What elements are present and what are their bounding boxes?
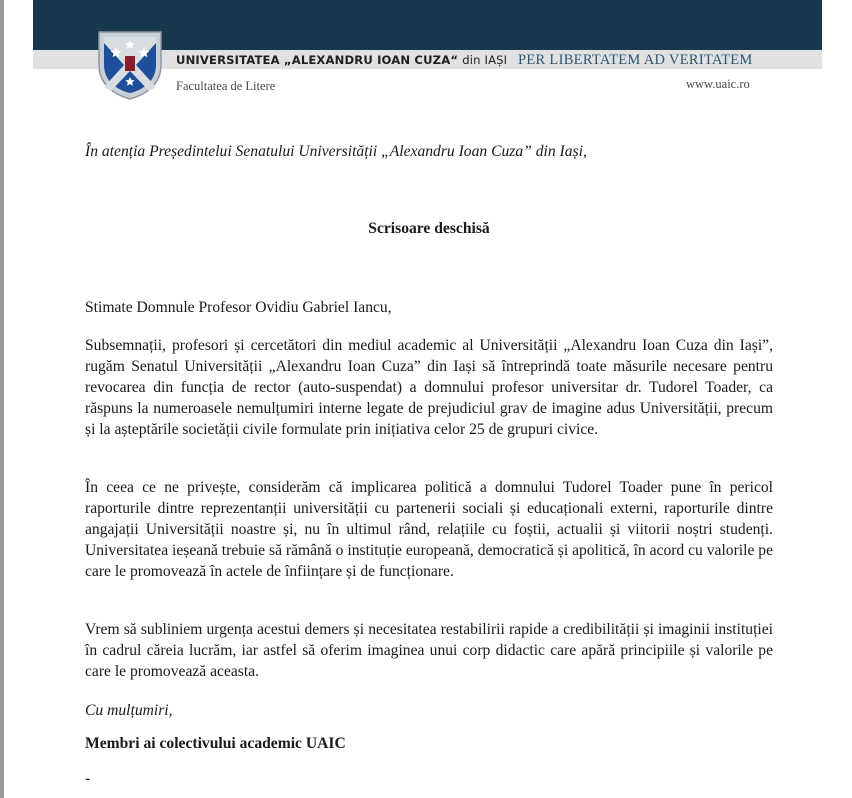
- letter-closing: Cu mulțumiri,: [85, 702, 173, 719]
- letter-salutation: Stimate Domnule Profesor Ovidiu Gabriel Iancu,: [85, 299, 392, 316]
- university-website[interactable]: www.uaic.ro: [686, 77, 750, 91]
- university-crest-icon: [95, 29, 165, 101]
- university-name-main: UNIVERSITATEA „ALEXANDRU IOAN CUZA“: [176, 53, 459, 67]
- letter-paragraph: În ceea ce ne privește, considerăm că implicarea politică a domnului Tudorel Toader pune în pericol raporturile dintre reprezentanții universității cu partenerii sociali și educaționali externi, raporturile dintre angajații Universității noastre și, nu în ultimul rând, relațiile cu foștii, actualii și viitorii noștri studenți. Universitatea ieșeană trebuie să rămână o instituție europeană, democratică și apolitică, în acord cu valorile pe care le promovează în actele de înființare și de funcționare.: [85, 479, 773, 580]
- letter-title: Scrisoare deschisă: [368, 220, 490, 237]
- university-motto: PER LIBERTATEM AD VERITATEM: [518, 52, 753, 68]
- faculty-name: Facultatea de Litere: [176, 79, 276, 93]
- letter-paragraph: Vrem să subliniem urgența acestui demers și necesitatea restabilirii rapide a credibilității și imaginii instituției în cadrul căreia lucrăm, iar astfel să oferim imaginea unui corp didactic care apără principiile și valorile pe care le promovează aceasta.: [85, 621, 773, 680]
- university-name: [176, 53, 507, 67]
- window-left-edge: [0, 0, 4, 798]
- letter-addressee: În atenția Președintelui Senatului Universității „Alexandru Ioan Cuza” din Iași,: [85, 143, 587, 160]
- letter-signature: Membri ai colectivului academic UAIC: [85, 735, 346, 752]
- university-name-city: din IAȘI: [462, 53, 508, 67]
- trailing-mark: -: [85, 770, 91, 787]
- letter-paragraph: Subsemnații, profesori și cercetători din mediul academic al Universității „Alexandru Ioan Cuza din Iași”, rugăm Senatul Universității „Alexandru Ioan Cuza” din Iași să întreprindă toate măsurile necesare pentru revocarea din funcția de rector (auto-suspendat) a domnului profesor universitar dr. Tudorel Toader, ca răspuns la numeroasele nemulțumiri interne legate de prejudiciul grav de imagine adus Universității, precum și la așteptările societății civile formulate prin inițiativa celor 25 de grupuri civice.: [85, 337, 773, 438]
